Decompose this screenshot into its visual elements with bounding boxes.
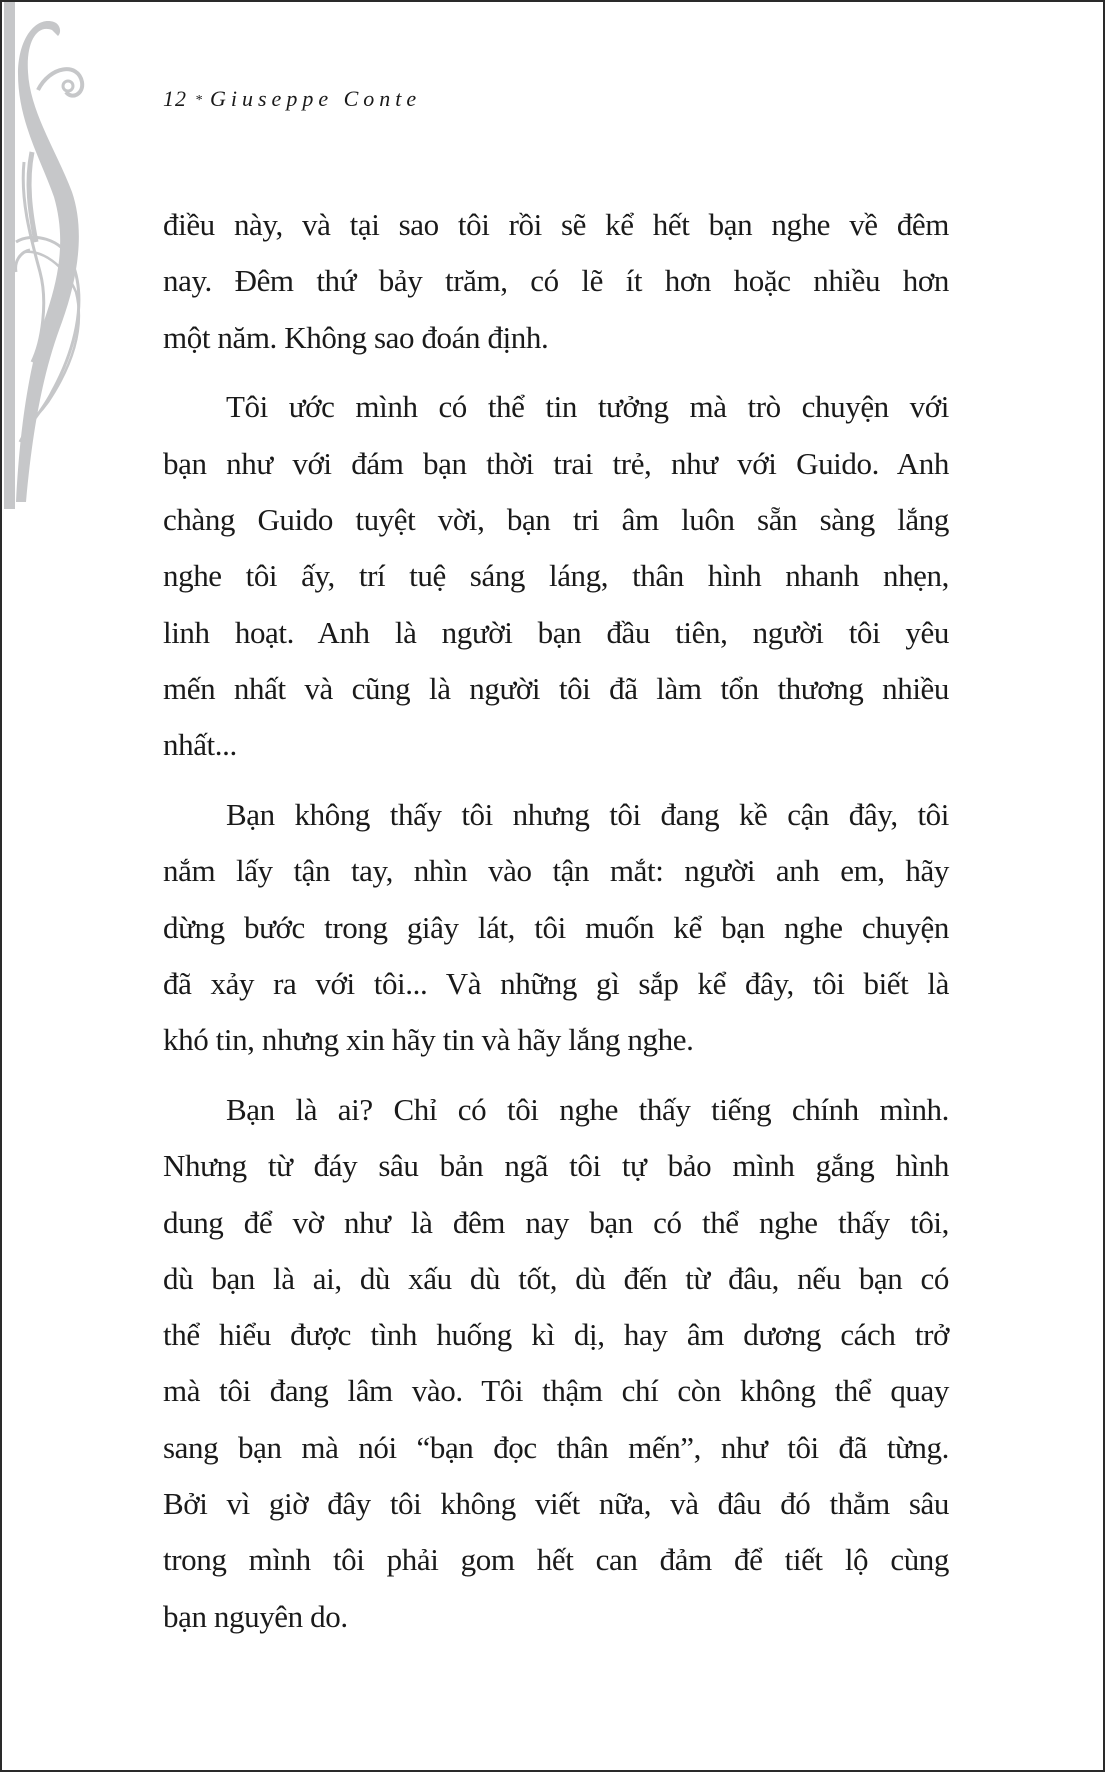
text-line: Bạn không thấy tôi nhưng tôi đang kề cận đây, tôi bbox=[226, 796, 949, 832]
text-line: trong mình tôi phải gom hết can đảm để tiết lộ cùng bbox=[163, 1542, 949, 1578]
body-text bbox=[163, 197, 949, 1658]
text-line: bạn nguyên do. bbox=[163, 1598, 348, 1634]
paragraph bbox=[163, 1082, 949, 1645]
text-line: thể hiểu được tình huống kì dị, hay âm dương cách trở bbox=[163, 1317, 949, 1353]
text-line: một năm. Không sao đoán định. bbox=[163, 319, 549, 355]
text-line: sang bạn mà nói “bạn đọc thân mến”, như tôi đã từng. bbox=[163, 1429, 949, 1465]
text-line: mến nhất và cũng là người tôi đã làm tổn thương nhiều bbox=[163, 670, 949, 706]
running-head bbox=[163, 86, 421, 112]
text-line: nắm lấy tận tay, nhìn vào tận mắt: người anh em, hãy bbox=[163, 853, 949, 889]
text-line: Bởi vì giờ đây tôi không viết nữa, và đâu đó thẳm sâu bbox=[163, 1486, 949, 1522]
floral-ornament-icon bbox=[2, 2, 112, 512]
text-line: mà tôi đang lâm vào. Tôi thậm chí còn không thể quay bbox=[163, 1373, 949, 1409]
paragraph bbox=[163, 787, 949, 1068]
text-line: khó tin, nhưng xin hãy tin và hãy lắng nghe. bbox=[163, 1022, 694, 1058]
text-line: điều này, và tại sao tôi rồi sẽ kể hết bạn nghe về đêm bbox=[163, 207, 949, 242]
separator-asterisk: * bbox=[195, 93, 202, 108]
text-line: chàng Guido tuyệt vời, bạn tri âm luôn sẵn sàng lắng bbox=[163, 501, 949, 537]
text-line: Tôi ước mình có thể tin tưởng mà trò chuyện với bbox=[226, 389, 949, 425]
text-line: linh hoạt. Anh là người bạn đầu tiên, người tôi yêu bbox=[163, 614, 949, 650]
author-name: Giuseppe Conte bbox=[210, 86, 422, 111]
text-line: dừng bước trong giây lát, tôi muốn kể bạn nghe chuyện bbox=[163, 909, 949, 945]
text-line: Nhưng từ đáy sâu bản ngã tôi tự bảo mình gắng hình bbox=[163, 1148, 949, 1184]
paragraph bbox=[163, 379, 949, 773]
text-line: đã xảy ra với tôi... Và những gì sắp kể đây, tôi biết là bbox=[163, 965, 949, 1001]
text-line: bạn như với đám bạn thời trai trẻ, như với Guido. Anh bbox=[163, 445, 949, 481]
text-line: nghe tôi ấy, trí tuệ sáng láng, thân hình nhanh nhẹn, bbox=[163, 558, 949, 594]
text-line: dù bạn là ai, dù xấu dù tốt, dù đến từ đâu, nếu bạn có bbox=[163, 1260, 949, 1296]
text-line: nhất... bbox=[163, 727, 237, 763]
paragraph bbox=[163, 197, 949, 366]
text-line: nay. Đêm thứ bảy trăm, có lẽ ít hơn hoặc nhiều hơn bbox=[163, 263, 949, 299]
text-line: Bạn là ai? Chỉ có tôi nghe thấy tiếng chính mình. bbox=[226, 1091, 949, 1127]
text-line: dung để vờ như là đêm nay bạn có thể nghe thấy tôi, bbox=[163, 1204, 949, 1240]
page-number: 12 bbox=[163, 86, 187, 111]
